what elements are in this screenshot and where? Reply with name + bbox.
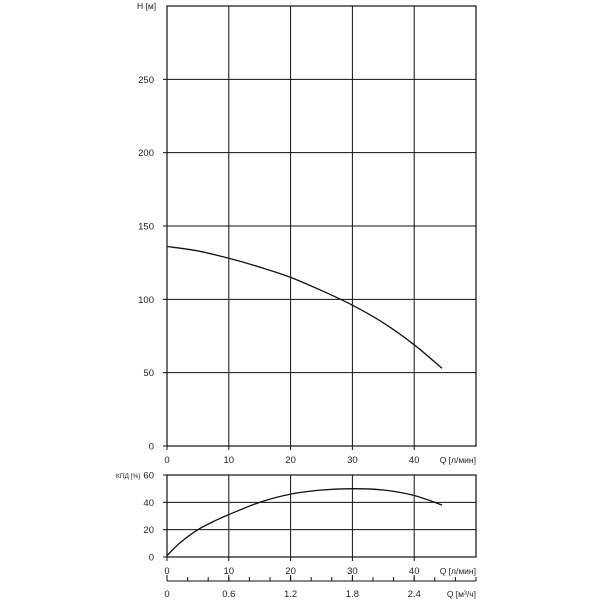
y-tick-label: 0	[148, 441, 154, 453]
x-tick-label: 10	[223, 455, 235, 466]
y-tick-label: 150	[138, 221, 154, 233]
x-tick-label: 30	[347, 455, 358, 466]
secondary-tick-label: 1.8	[345, 589, 360, 600]
x-axis-label: Q [л/мин]	[439, 566, 476, 576]
plot-frame	[167, 475, 476, 557]
secondary-axis-label: Q [м³/ч]	[446, 589, 476, 599]
secondary-tick-label: 0.6	[222, 589, 236, 600]
x-tick-label: 20	[285, 566, 296, 577]
efficiency-curve	[167, 489, 442, 556]
y-tick-label: 40	[143, 497, 154, 509]
x-tick-label: 40	[408, 566, 420, 577]
y-axis-label: H [м]	[137, 1, 157, 11]
x-axis-label: Q [л/мин]	[439, 455, 476, 465]
x-tick-label: 10	[223, 566, 235, 577]
y-tick-label: 200	[138, 148, 154, 160]
y-tick-label: 60	[143, 470, 154, 482]
secondary-tick-label: 2.4	[407, 589, 421, 600]
head-curve	[167, 247, 442, 369]
y-tick-label: 50	[143, 368, 154, 380]
y-tick-label: 100	[138, 294, 154, 306]
x-tick-label: 40	[408, 455, 420, 466]
x-tick-label: 0	[164, 455, 170, 466]
x-tick-label: 20	[285, 455, 296, 466]
y-axis-label: КПД [%]	[116, 473, 141, 480]
secondary-tick-label: 0	[164, 589, 170, 600]
y-tick-label: 0	[148, 552, 154, 564]
head-chart	[137, 1, 476, 466]
y-tick-label: 250	[138, 74, 154, 86]
x-tick-label: 0	[164, 566, 170, 577]
x-tick-label: 30	[347, 566, 358, 577]
efficiency-chart	[116, 471, 476, 600]
y-tick-label: 20	[143, 525, 154, 537]
secondary-tick-label: 1.2	[283, 589, 298, 600]
